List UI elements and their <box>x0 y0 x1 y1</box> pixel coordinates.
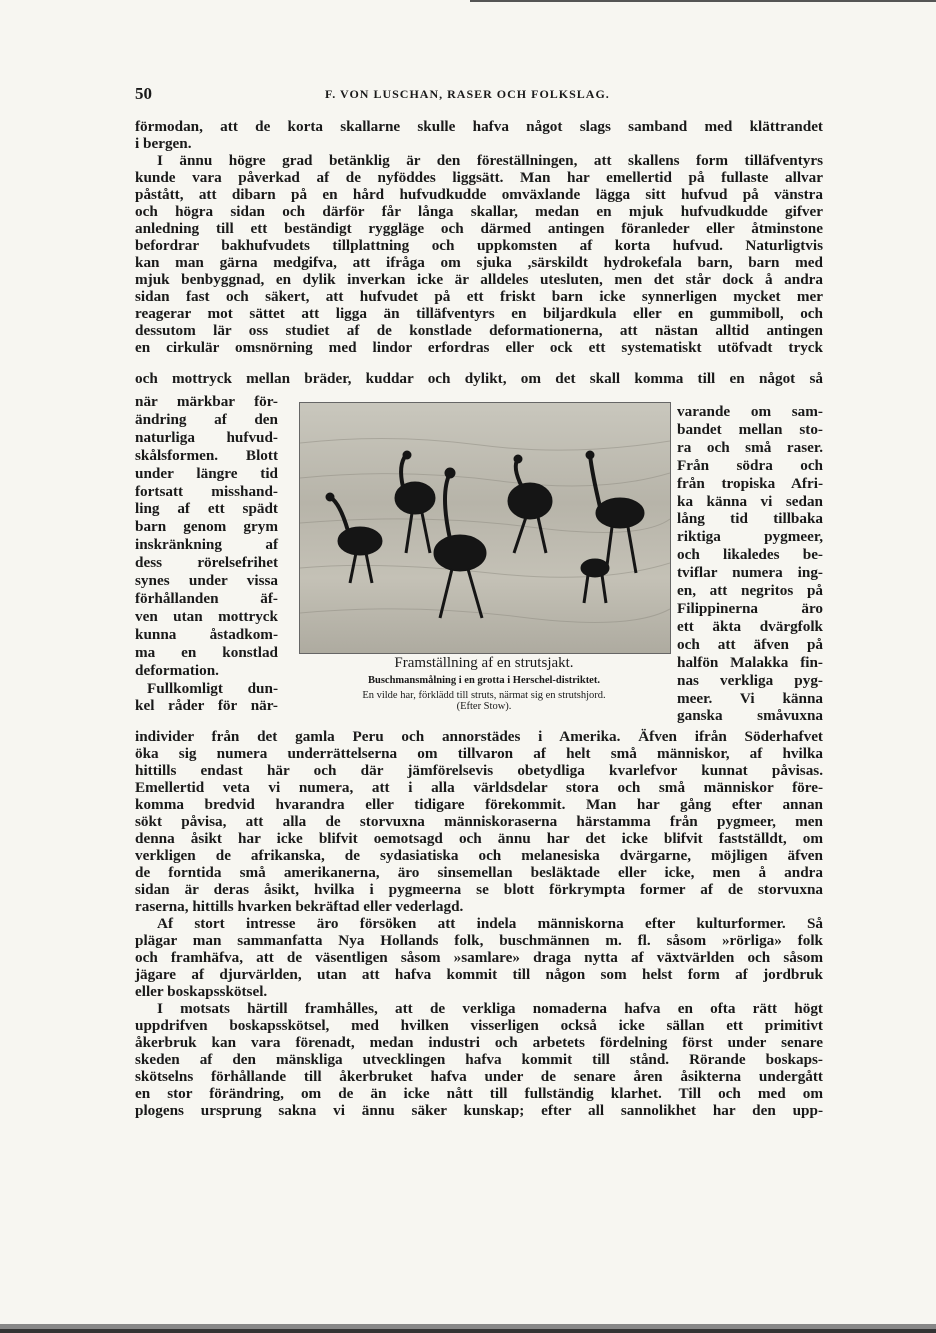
right-text-column <box>677 403 823 725</box>
text-line: naturliga hufvud- <box>135 428 278 446</box>
figure-description: En vilde har, förklädd till struts, närmat sig en strutshjord. <box>362 690 606 701</box>
text-line: Filippinerna äro <box>677 599 823 617</box>
text-line: en stor förändring, om de än icke nått till fullständig klarhet. Till och med om <box>135 1085 823 1102</box>
text-line: dessutom lär oss studiet af de konstlade deformationerna, att nästan alltid antingen <box>135 322 823 339</box>
text-line: ett äkta dvärgfolk <box>677 617 823 635</box>
ostrich-hunt-illustration <box>299 402 671 654</box>
ostrich-figures <box>326 451 644 618</box>
text-line: de forntida små amerikanerna, äro sinsemellan besläktade eller icke, men å andra <box>135 864 823 881</box>
text-line: och framhäfva, att de väsentligen såsom »samlare» draga nytta af växtvärlden och såsom <box>135 949 823 966</box>
text-line: ma en konstlad <box>135 643 278 661</box>
text-line: verkligen de afrikanska, de sydasiatiska och melanesiska dvärgarne, möjligen äfven <box>135 847 823 864</box>
page-header <box>135 84 823 104</box>
text-line: när märkbar för- <box>135 393 278 410</box>
text-line: I motsats härtill framhålles, att de verkliga nomaderna hafva en ofta rätt högt <box>157 1000 823 1017</box>
text-line: denna åsikt har icke blifvit oemotsagd och ännu har det icke blifvit fastställdt, om <box>135 830 823 847</box>
text-line: öka sig numera underrättelserna om tillvaron af helt små människor, af hvilka <box>135 745 823 762</box>
ostrich-body <box>596 498 644 528</box>
figure-title: Framställning af en strutsjakt. <box>394 655 574 671</box>
text-line: uppdrifven boskapsskötsel, med hvilken visserligen också icke sällan ett primitivt <box>135 1017 823 1034</box>
text-line: plägar man sammanfatta Nya Hollands folk, buschmännen m. fl. såsom »rörliga» folk <box>135 932 823 949</box>
figure-credit: (Efter Stow). <box>456 701 512 712</box>
text-line: kel råder för när- <box>135 697 278 715</box>
text-line: sidan är deras åsikt, hvilka i pygmeerna se blott förkrympta former af de storvuxna <box>135 881 823 898</box>
text-line: raserna, hittills hvarken bekräftad eller vederlagd. <box>135 898 464 915</box>
text-line: synes under vissa <box>135 572 278 590</box>
text-line: sidan fast och säkert, att hufvudet på ett friskt barn icke synnerligen mycket mer <box>135 288 823 305</box>
text-line: anledning till ett beständigt ryggläge och därmed antingen föranleder eller åtminstone <box>135 220 823 237</box>
text-line: I ännu högre grad betänklig är den föreställningen, att skallens form tilläfventyrs <box>157 152 823 169</box>
text-line: ling af ett spädt <box>135 500 278 518</box>
text-line: hittills endast här och där jämförelsevis obetydliga kvarlefvor kunnat påvisas. <box>135 762 823 779</box>
text-line: och högra sidan och därför får långa skallar, medan en mjuk hufvudkudde gifver <box>135 203 823 220</box>
text-line: skötselns förhållande till åkerbruket hafva under de senare åren åsikterna undergått <box>135 1068 823 1085</box>
text-line: tviflar numera ing- <box>677 564 823 582</box>
figure-subtitle: Buschmansmålning i en grotta i Herschel-distriktet. <box>368 675 600 686</box>
text-line: kan man gärna medgifva, att ifråga om sjuka ,särskildt hydrokefala barn, barn med <box>135 254 823 271</box>
text-line: ändring af den <box>135 410 278 428</box>
text-line: och mottryck mellan bräder, kuddar och dylikt, om det skall komma till en något så <box>135 370 823 387</box>
text-line: ra och små raser. <box>677 438 823 456</box>
text-line: ven utan mottryck <box>135 607 278 625</box>
text-line: och likaledes be- <box>677 546 823 564</box>
left-text-column <box>135 393 278 715</box>
text-line: eller boskapsskötsel. <box>135 983 268 1000</box>
text-line: Af stort intresse äro försöken att indela människorna efter kulturformer. Så <box>157 915 823 932</box>
text-line: sökt påvisa, att alla de storvuxna människoraserna härstamma från pygmeer, men <box>135 813 823 830</box>
text-line: lång tid tillbaka <box>677 510 823 528</box>
disguised-hunter <box>581 559 609 577</box>
text-line: nas verkliga pyg- <box>677 671 823 689</box>
text-line: jägare af djurvärlden, utan att hafva kommit till någon som helst form af jordbruk <box>135 966 823 983</box>
text-line: en cirkulär omsnörning med lindor erfordras eller ock ett systematiskt utöfvadt tryck <box>135 339 823 356</box>
ostrich-body <box>338 527 382 555</box>
cave-painting-image <box>300 403 670 653</box>
text-line: kunna åstadkom- <box>135 625 278 643</box>
text-line: individer från det gamla Peru och annorstädes i Amerika. Äfven ifrån Söderhafvet <box>135 728 823 745</box>
text-line: ganska småvuxna <box>677 707 823 725</box>
text-line: varande om sam- <box>677 403 823 420</box>
text-line: fortsatt misshand- <box>135 482 278 500</box>
text-line: påstått, att dibarn på en hård hufvudkudde omväxlande lägga sitt hufvud på vänstra <box>135 186 823 203</box>
text-line: befordrar bakhufvudets tillplattning och uppkomsten af korta hufvud. Naturligtvis <box>135 237 823 254</box>
text-line: Fullkomligt dun- <box>147 679 278 697</box>
scan-edge-bottom-dark <box>0 1329 936 1333</box>
text-line: halfön Malakka fin- <box>677 653 823 671</box>
text-line: skeden af den mänskliga utvecklingen hafva kommit till stånd. Rörande boskaps- <box>135 1051 823 1068</box>
text-line: en, att negritos på <box>677 582 823 600</box>
text-line: komma bredvid hvarandra eller tidigare förekommit. Man har gång efter annan <box>135 796 823 813</box>
text-line: bandet mellan sto- <box>677 420 823 438</box>
text-line: förhållanden äf- <box>135 589 278 607</box>
text-line: inskränkning af <box>135 536 278 554</box>
text-line: åkerbruk kan vara förenadt, medan industri och arbetets fördelning först under senare <box>135 1034 823 1051</box>
page-number: 50 <box>135 84 152 103</box>
text-line: från tropiska Afri- <box>677 474 823 492</box>
text-line: i bergen. <box>135 135 192 152</box>
text-line: kunde vara påverkad af de nyföddes liggsätt. Man har emellertid på fullaste allvar <box>135 169 823 186</box>
text-line: reagerar mot sättet att ligga än tilläfventyrs en biljardkula eller en gummiboll, och <box>135 305 823 322</box>
ostrich-body <box>508 483 552 519</box>
text-line: dess rörelsefrihet <box>135 554 278 572</box>
text-line: och att äfven på <box>677 635 823 653</box>
text-line: skålsformen. Blott <box>135 446 278 464</box>
text-line: riktiga pygmeer, <box>677 528 823 546</box>
text-line: deformation. <box>135 661 219 679</box>
text-line: plogens ursprung sakna vi ännu säker kunskap; efter all sannolikhet har den upp- <box>135 1102 823 1119</box>
running-head: F. VON LUSCHAN, RASER OCH FOLKSLAG. <box>325 87 610 101</box>
scan-edge-top <box>470 0 936 2</box>
text-line: förmodan, att de korta skallarne skulle hafva något slags samband med klättrandet <box>135 118 823 135</box>
text-line: meer. Vi känna <box>677 689 823 707</box>
text-line: Från södra och <box>677 456 823 474</box>
text-line: barn genom grym <box>135 518 278 536</box>
text-line: under längre tid <box>135 464 278 482</box>
text-line: Emellertid veta vi numera, att i alla världsdelar stora och små människor före- <box>135 779 823 796</box>
ostrich-body <box>434 535 486 571</box>
text-line: ka känna vi sedan <box>677 492 823 510</box>
text-line: mjuk benbyggnad, en dylik inverkan icke är alldeles utesluten, men det står dock å andra <box>135 271 823 288</box>
